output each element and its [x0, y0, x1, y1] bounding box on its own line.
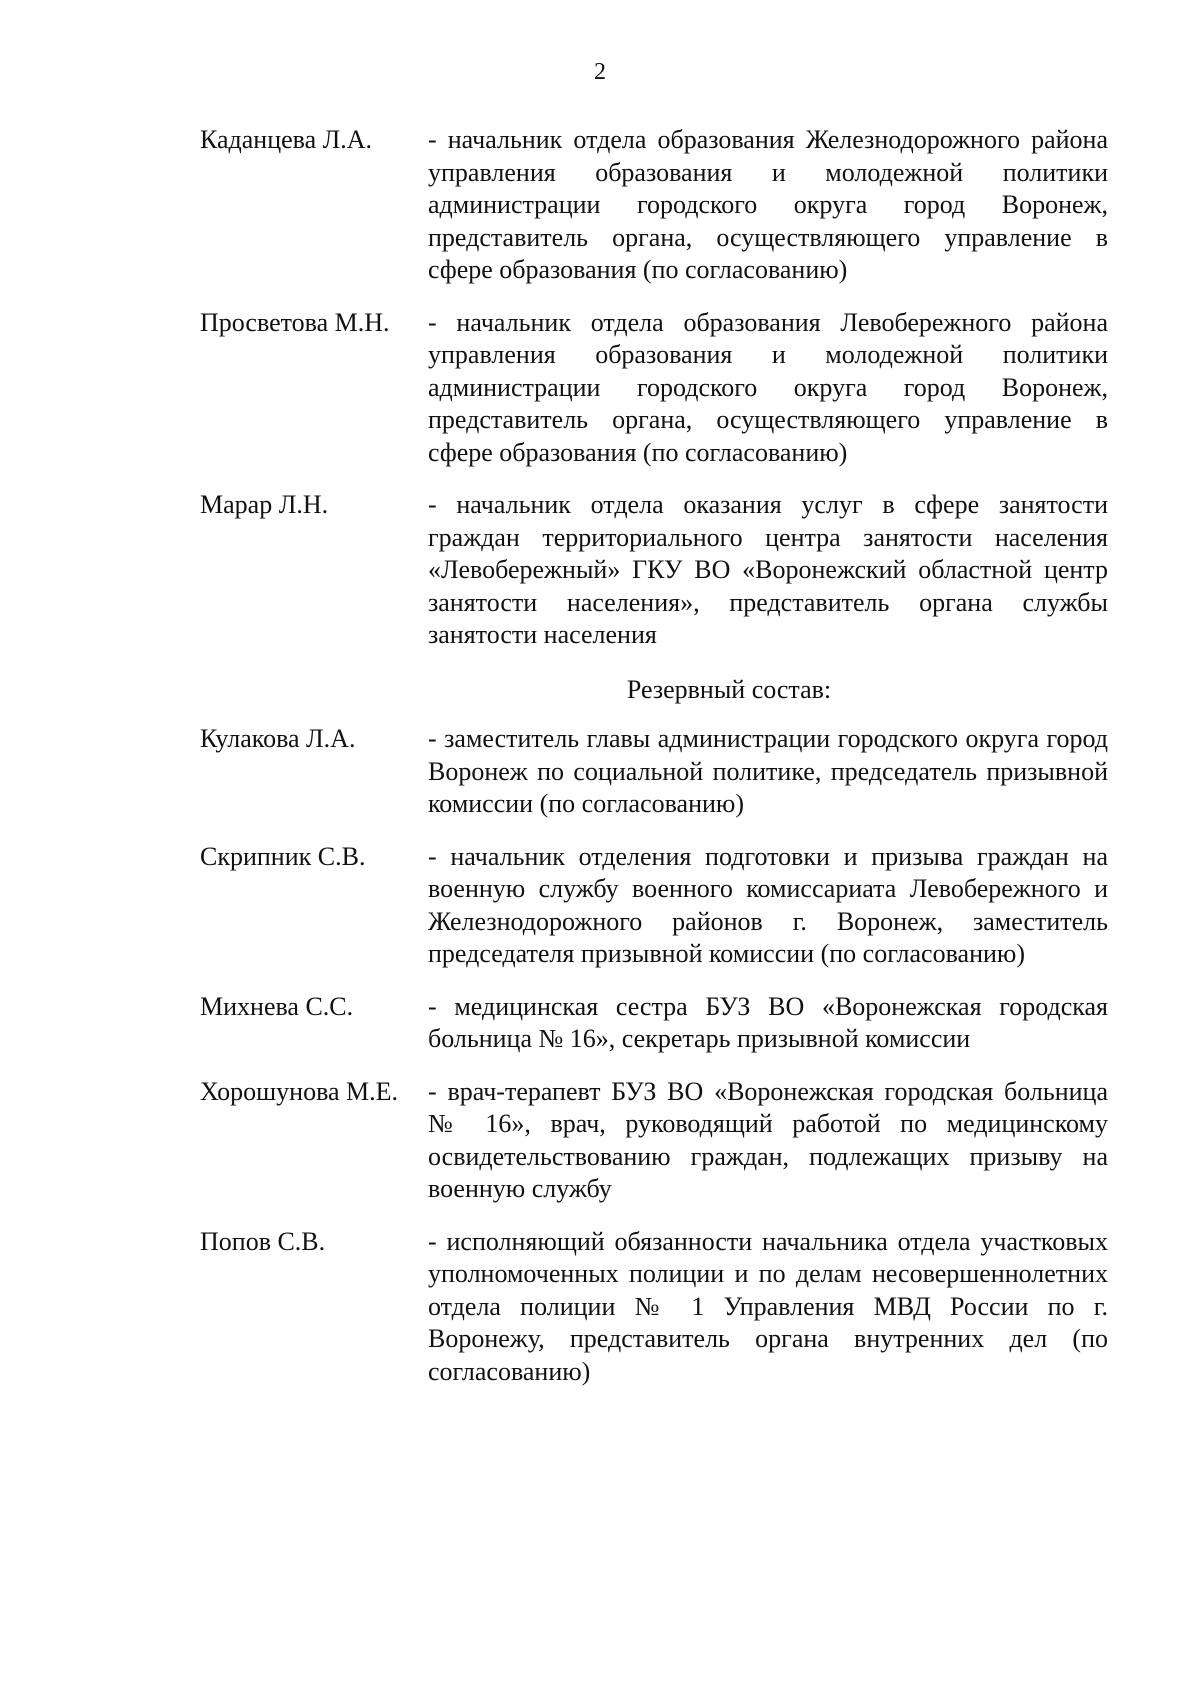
reserve-member-entry — [200, 1226, 1108, 1389]
reserve-member-entry — [200, 841, 1108, 971]
member-name: Попов С.В. — [200, 1226, 326, 1256]
member-description: - заместитель главы администрации городского округа город Воронеж по социальной политике, председатель призывной комиссии (по согласованию) — [428, 724, 1108, 818]
reserve-member-entry — [200, 723, 1108, 821]
member-description: - начальник отдела оказания услуг в сфере занятости граждан территориального центра занятости населения «Левобережный» ГКУ ВО «Воронежский областной центр занятости населения», представитель органа службы занятости населения — [428, 490, 1108, 649]
member-entry — [200, 489, 1108, 652]
member-name: Михнева С.С. — [200, 991, 354, 1021]
member-entry — [200, 307, 1108, 470]
page-number: 2 — [594, 59, 606, 85]
member-description: - начальник отдела образования Железнодорожного района управления образования и молодежной политики администрации городского округа город Воронеж, представитель органа, осуществляющего управление в сфере образования (по согласованию) — [428, 125, 1108, 284]
member-name: Каданцева Л.А. — [200, 125, 373, 154]
commission-list — [200, 124, 1108, 1388]
member-name: Хорошунова М.Е. — [200, 1076, 399, 1106]
member-description: - медицинская сестра БУЗ ВО «Воронежская городская больница № 16», секретарь призывной комиссии — [428, 991, 1108, 1053]
member-description: - начальник отдела образования Левобережного района управления образования и молодежной политики администрации городского округа город Воронеж, представитель органа, осуществляющего управление в сфере образования (по согласованию) — [428, 307, 1108, 467]
member-entry — [200, 124, 1108, 287]
reserve-member-entry — [200, 991, 1108, 1056]
reserve-member-entry — [200, 1076, 1108, 1206]
member-name: Марар Л.Н. — [200, 490, 329, 519]
member-name: Кулакова Л.А. — [200, 724, 356, 753]
member-name: Просветова М.Н. — [200, 307, 390, 337]
member-description: - врач-терапевт БУЗ ВО «Воронежская городская больница № 16», врач, руководящий работой по медицинскому освидетельствованию граждан, подлежащих призыву на военную службу — [428, 1076, 1108, 1203]
reserve-heading: Резервный состав: — [626, 674, 832, 704]
member-description: - исполняющий обязанности начальника отдела участковых уполномоченных полиции и по делам несовершеннолетних отдела полиции № 1 Управления МВД России по г. Воронежу, представитель органа внутренних дел (по согласованию) — [428, 1226, 1108, 1386]
member-description: - начальник отделения подготовки и призыва граждан на военную службу военного комиссариата Левобережного и Железнодорожного районов г. Воронеж, заместитель председателя призывной комиссии (по согласованию) — [428, 841, 1108, 968]
member-name: Скрипник С.В. — [200, 841, 366, 871]
